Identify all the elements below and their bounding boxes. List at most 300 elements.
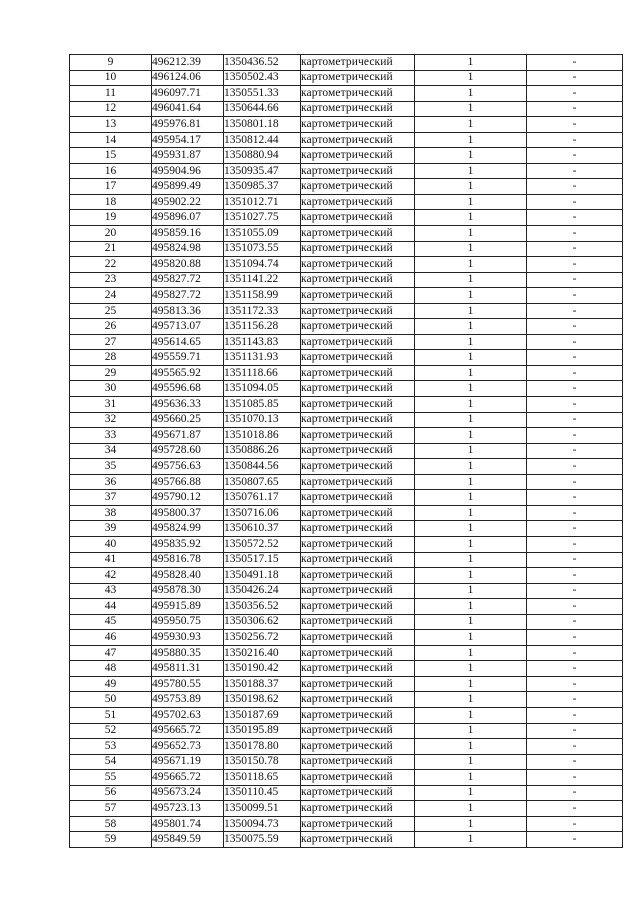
point-number-cell: 24 xyxy=(70,288,152,304)
point-number-cell: 14 xyxy=(70,132,152,148)
method-cell: картометрический xyxy=(301,443,415,459)
table-row xyxy=(70,568,623,584)
point-number-cell: 10 xyxy=(70,70,152,86)
note-cell: - xyxy=(527,397,623,413)
point-number-cell: 36 xyxy=(70,474,152,490)
table-row xyxy=(70,350,623,366)
y-coordinate-cell: 1350099.51 xyxy=(224,801,301,817)
y-coordinate-cell: 1351158.99 xyxy=(224,288,301,304)
y-coordinate-cell: 1351085.85 xyxy=(224,397,301,413)
point-number-cell: 39 xyxy=(70,521,152,537)
accuracy-cell: 1 xyxy=(415,443,527,459)
y-coordinate-cell: 1350110.45 xyxy=(224,785,301,801)
method-cell: картометрический xyxy=(301,179,415,195)
note-cell: - xyxy=(527,505,623,521)
table-row xyxy=(70,739,623,755)
y-coordinate-cell: 1350094.73 xyxy=(224,816,301,832)
method-cell: картометрический xyxy=(301,770,415,786)
y-coordinate-cell: 1350075.59 xyxy=(224,832,301,848)
point-number-cell: 28 xyxy=(70,350,152,366)
accuracy-cell: 1 xyxy=(415,552,527,568)
accuracy-cell: 1 xyxy=(415,210,527,226)
y-coordinate-cell: 1350426.24 xyxy=(224,583,301,599)
y-coordinate-cell: 1350178.80 xyxy=(224,739,301,755)
table-row xyxy=(70,101,623,117)
note-cell: - xyxy=(527,801,623,817)
table-row xyxy=(70,148,623,164)
method-cell: картометрический xyxy=(301,148,415,164)
table-row xyxy=(70,490,623,506)
table-row xyxy=(70,241,623,257)
table-row xyxy=(70,179,623,195)
accuracy-cell: 1 xyxy=(415,412,527,428)
accuracy-cell: 1 xyxy=(415,707,527,723)
method-cell: картометрический xyxy=(301,723,415,739)
x-coordinate-cell: 495878.30 xyxy=(152,583,224,599)
y-coordinate-cell: 1350491.18 xyxy=(224,568,301,584)
accuracy-cell: 1 xyxy=(415,303,527,319)
point-number-cell: 32 xyxy=(70,412,152,428)
table-row xyxy=(70,676,623,692)
table-row xyxy=(70,210,623,226)
accuracy-cell: 1 xyxy=(415,365,527,381)
y-coordinate-cell: 1350306.62 xyxy=(224,614,301,630)
method-cell: картометрический xyxy=(301,707,415,723)
accuracy-cell: 1 xyxy=(415,614,527,630)
x-coordinate-cell: 495835.92 xyxy=(152,536,224,552)
table-row xyxy=(70,226,623,242)
point-number-cell: 50 xyxy=(70,692,152,708)
x-coordinate-cell: 495827.72 xyxy=(152,272,224,288)
method-cell: картометрический xyxy=(301,381,415,397)
table-row xyxy=(70,257,623,273)
x-coordinate-cell: 495660.25 xyxy=(152,412,224,428)
note-cell: - xyxy=(527,536,623,552)
method-cell: картометрический xyxy=(301,257,415,273)
x-coordinate-cell: 495816.78 xyxy=(152,552,224,568)
table-row xyxy=(70,459,623,475)
note-cell: - xyxy=(527,599,623,615)
accuracy-cell: 1 xyxy=(415,723,527,739)
table-row xyxy=(70,521,623,537)
note-cell: - xyxy=(527,428,623,444)
method-cell: картометрический xyxy=(301,521,415,537)
x-coordinate-cell: 495976.81 xyxy=(152,117,224,133)
accuracy-cell: 1 xyxy=(415,257,527,273)
y-coordinate-cell: 1350572.52 xyxy=(224,536,301,552)
method-cell: картометрический xyxy=(301,676,415,692)
point-number-cell: 45 xyxy=(70,614,152,630)
point-number-cell: 25 xyxy=(70,303,152,319)
table-row xyxy=(70,397,623,413)
table-row xyxy=(70,583,623,599)
accuracy-cell: 1 xyxy=(415,70,527,86)
point-number-cell: 23 xyxy=(70,272,152,288)
method-cell: картометрический xyxy=(301,210,415,226)
y-coordinate-cell: 1350880.94 xyxy=(224,148,301,164)
y-coordinate-cell: 1350801.18 xyxy=(224,117,301,133)
point-number-cell: 49 xyxy=(70,676,152,692)
point-number-cell: 44 xyxy=(70,599,152,615)
method-cell: картометрический xyxy=(301,692,415,708)
method-cell: картометрический xyxy=(301,194,415,210)
accuracy-cell: 1 xyxy=(415,132,527,148)
y-coordinate-cell: 1350985.37 xyxy=(224,179,301,195)
point-number-cell: 30 xyxy=(70,381,152,397)
table-row xyxy=(70,334,623,350)
accuracy-cell: 1 xyxy=(415,521,527,537)
point-number-cell: 57 xyxy=(70,801,152,817)
note-cell: - xyxy=(527,101,623,117)
y-coordinate-cell: 1351018.86 xyxy=(224,428,301,444)
table-row xyxy=(70,70,623,86)
table-row xyxy=(70,614,623,630)
point-number-cell: 53 xyxy=(70,739,152,755)
accuracy-cell: 1 xyxy=(415,288,527,304)
table-row xyxy=(70,412,623,428)
table-row xyxy=(70,117,623,133)
x-coordinate-cell: 495880.35 xyxy=(152,645,224,661)
note-cell: - xyxy=(527,350,623,366)
note-cell: - xyxy=(527,55,623,71)
table-row xyxy=(70,832,623,848)
method-cell: картометрический xyxy=(301,428,415,444)
y-coordinate-cell: 1351118.66 xyxy=(224,365,301,381)
method-cell: картометрический xyxy=(301,505,415,521)
point-number-cell: 20 xyxy=(70,226,152,242)
note-cell: - xyxy=(527,443,623,459)
y-coordinate-cell: 1350436.52 xyxy=(224,55,301,71)
accuracy-cell: 1 xyxy=(415,194,527,210)
x-coordinate-cell: 495800.37 xyxy=(152,505,224,521)
point-number-cell: 35 xyxy=(70,459,152,475)
x-coordinate-cell: 495904.96 xyxy=(152,163,224,179)
x-coordinate-cell: 495828.40 xyxy=(152,568,224,584)
point-number-cell: 48 xyxy=(70,661,152,677)
point-number-cell: 40 xyxy=(70,536,152,552)
x-coordinate-cell: 495801.74 xyxy=(152,816,224,832)
y-coordinate-cell: 1350188.37 xyxy=(224,676,301,692)
note-cell: - xyxy=(527,676,623,692)
note-cell: - xyxy=(527,179,623,195)
x-coordinate-cell: 495596.68 xyxy=(152,381,224,397)
y-coordinate-cell: 1350935.47 xyxy=(224,163,301,179)
coordinates-table-body xyxy=(70,55,623,848)
accuracy-cell: 1 xyxy=(415,55,527,71)
method-cell: картометрический xyxy=(301,459,415,475)
x-coordinate-cell: 495824.99 xyxy=(152,521,224,537)
method-cell: картометрический xyxy=(301,474,415,490)
x-coordinate-cell: 495824.98 xyxy=(152,241,224,257)
method-cell: картометрический xyxy=(301,117,415,133)
accuracy-cell: 1 xyxy=(415,661,527,677)
method-cell: картометрический xyxy=(301,101,415,117)
note-cell: - xyxy=(527,117,623,133)
note-cell: - xyxy=(527,210,623,226)
method-cell: картометрический xyxy=(301,614,415,630)
note-cell: - xyxy=(527,132,623,148)
accuracy-cell: 1 xyxy=(415,397,527,413)
accuracy-cell: 1 xyxy=(415,676,527,692)
accuracy-cell: 1 xyxy=(415,179,527,195)
method-cell: картометрический xyxy=(301,552,415,568)
x-coordinate-cell: 496212.39 xyxy=(152,55,224,71)
method-cell: картометрический xyxy=(301,599,415,615)
method-cell: картометрический xyxy=(301,739,415,755)
x-coordinate-cell: 495671.87 xyxy=(152,428,224,444)
accuracy-cell: 1 xyxy=(415,459,527,475)
x-coordinate-cell: 495950.75 xyxy=(152,614,224,630)
table-row xyxy=(70,86,623,102)
x-coordinate-cell: 495896.07 xyxy=(152,210,224,226)
note-cell: - xyxy=(527,163,623,179)
note-cell: - xyxy=(527,754,623,770)
accuracy-cell: 1 xyxy=(415,754,527,770)
point-number-cell: 51 xyxy=(70,707,152,723)
method-cell: картометрический xyxy=(301,241,415,257)
accuracy-cell: 1 xyxy=(415,117,527,133)
note-cell: - xyxy=(527,816,623,832)
note-cell: - xyxy=(527,614,623,630)
note-cell: - xyxy=(527,194,623,210)
method-cell: картометрический xyxy=(301,86,415,102)
point-number-cell: 56 xyxy=(70,785,152,801)
note-cell: - xyxy=(527,645,623,661)
x-coordinate-cell: 495899.49 xyxy=(152,179,224,195)
accuracy-cell: 1 xyxy=(415,490,527,506)
accuracy-cell: 1 xyxy=(415,272,527,288)
y-coordinate-cell: 1350198.62 xyxy=(224,692,301,708)
x-coordinate-cell: 495902.22 xyxy=(152,194,224,210)
method-cell: картометрический xyxy=(301,163,415,179)
y-coordinate-cell: 1351131.93 xyxy=(224,350,301,366)
table-row xyxy=(70,536,623,552)
note-cell: - xyxy=(527,739,623,755)
note-cell: - xyxy=(527,474,623,490)
table-row xyxy=(70,132,623,148)
accuracy-cell: 1 xyxy=(415,350,527,366)
accuracy-cell: 1 xyxy=(415,241,527,257)
note-cell: - xyxy=(527,241,623,257)
table-row xyxy=(70,816,623,832)
note-cell: - xyxy=(527,568,623,584)
point-number-cell: 33 xyxy=(70,428,152,444)
accuracy-cell: 1 xyxy=(415,583,527,599)
point-number-cell: 54 xyxy=(70,754,152,770)
y-coordinate-cell: 1350150.78 xyxy=(224,754,301,770)
note-cell: - xyxy=(527,272,623,288)
point-number-cell: 59 xyxy=(70,832,152,848)
note-cell: - xyxy=(527,319,623,335)
table-row xyxy=(70,552,623,568)
accuracy-cell: 1 xyxy=(415,739,527,755)
point-number-cell: 52 xyxy=(70,723,152,739)
point-number-cell: 19 xyxy=(70,210,152,226)
table-row xyxy=(70,381,623,397)
table-row xyxy=(70,692,623,708)
x-coordinate-cell: 495673.24 xyxy=(152,785,224,801)
x-coordinate-cell: 495766.88 xyxy=(152,474,224,490)
x-coordinate-cell: 495827.72 xyxy=(152,288,224,304)
x-coordinate-cell: 495753.89 xyxy=(152,692,224,708)
x-coordinate-cell: 495811.31 xyxy=(152,661,224,677)
point-number-cell: 43 xyxy=(70,583,152,599)
table-row xyxy=(70,785,623,801)
note-cell: - xyxy=(527,303,623,319)
x-coordinate-cell: 495790.12 xyxy=(152,490,224,506)
x-coordinate-cell: 495713.07 xyxy=(152,319,224,335)
accuracy-cell: 1 xyxy=(415,770,527,786)
accuracy-cell: 1 xyxy=(415,832,527,848)
accuracy-cell: 1 xyxy=(415,599,527,615)
y-coordinate-cell: 1350844.56 xyxy=(224,459,301,475)
x-coordinate-cell: 495780.55 xyxy=(152,676,224,692)
table-row xyxy=(70,443,623,459)
note-cell: - xyxy=(527,257,623,273)
y-coordinate-cell: 1350187.69 xyxy=(224,707,301,723)
note-cell: - xyxy=(527,148,623,164)
point-number-cell: 27 xyxy=(70,334,152,350)
note-cell: - xyxy=(527,70,623,86)
method-cell: картометрический xyxy=(301,70,415,86)
accuracy-cell: 1 xyxy=(415,692,527,708)
y-coordinate-cell: 1350551.33 xyxy=(224,86,301,102)
method-cell: картометрический xyxy=(301,801,415,817)
y-coordinate-cell: 1351141.22 xyxy=(224,272,301,288)
x-coordinate-cell: 495930.93 xyxy=(152,630,224,646)
method-cell: картометрический xyxy=(301,226,415,242)
method-cell: картометрический xyxy=(301,536,415,552)
table-row xyxy=(70,55,623,71)
x-coordinate-cell: 496041.64 xyxy=(152,101,224,117)
method-cell: картометрический xyxy=(301,583,415,599)
x-coordinate-cell: 495723.13 xyxy=(152,801,224,817)
point-number-cell: 18 xyxy=(70,194,152,210)
note-cell: - xyxy=(527,630,623,646)
point-number-cell: 37 xyxy=(70,490,152,506)
y-coordinate-cell: 1350886.26 xyxy=(224,443,301,459)
note-cell: - xyxy=(527,334,623,350)
x-coordinate-cell: 495915.89 xyxy=(152,599,224,615)
x-coordinate-cell: 495565.92 xyxy=(152,365,224,381)
note-cell: - xyxy=(527,412,623,428)
point-number-cell: 29 xyxy=(70,365,152,381)
note-cell: - xyxy=(527,661,623,677)
y-coordinate-cell: 1350761.17 xyxy=(224,490,301,506)
point-number-cell: 41 xyxy=(70,552,152,568)
table-row xyxy=(70,707,623,723)
accuracy-cell: 1 xyxy=(415,568,527,584)
method-cell: картометрический xyxy=(301,132,415,148)
method-cell: картометрический xyxy=(301,490,415,506)
point-number-cell: 22 xyxy=(70,257,152,273)
table-row xyxy=(70,630,623,646)
y-coordinate-cell: 1351172.33 xyxy=(224,303,301,319)
y-coordinate-cell: 1350356.52 xyxy=(224,599,301,615)
point-number-cell: 58 xyxy=(70,816,152,832)
accuracy-cell: 1 xyxy=(415,334,527,350)
accuracy-cell: 1 xyxy=(415,428,527,444)
x-coordinate-cell: 495728.60 xyxy=(152,443,224,459)
note-cell: - xyxy=(527,723,623,739)
note-cell: - xyxy=(527,770,623,786)
y-coordinate-cell: 1350195.89 xyxy=(224,723,301,739)
point-number-cell: 38 xyxy=(70,505,152,521)
x-coordinate-cell: 496124.06 xyxy=(152,70,224,86)
point-number-cell: 9 xyxy=(70,55,152,71)
point-number-cell: 15 xyxy=(70,148,152,164)
method-cell: картометрический xyxy=(301,568,415,584)
x-coordinate-cell: 496097.71 xyxy=(152,86,224,102)
accuracy-cell: 1 xyxy=(415,816,527,832)
x-coordinate-cell: 495820.88 xyxy=(152,257,224,273)
note-cell: - xyxy=(527,381,623,397)
method-cell: картометрический xyxy=(301,272,415,288)
accuracy-cell: 1 xyxy=(415,226,527,242)
accuracy-cell: 1 xyxy=(415,319,527,335)
x-coordinate-cell: 495756.63 xyxy=(152,459,224,475)
note-cell: - xyxy=(527,365,623,381)
method-cell: картометрический xyxy=(301,754,415,770)
point-number-cell: 31 xyxy=(70,397,152,413)
accuracy-cell: 1 xyxy=(415,148,527,164)
accuracy-cell: 1 xyxy=(415,785,527,801)
x-coordinate-cell: 495849.59 xyxy=(152,832,224,848)
table-row xyxy=(70,770,623,786)
x-coordinate-cell: 495665.72 xyxy=(152,723,224,739)
table-row xyxy=(70,474,623,490)
point-number-cell: 11 xyxy=(70,86,152,102)
accuracy-cell: 1 xyxy=(415,86,527,102)
note-cell: - xyxy=(527,459,623,475)
table-row xyxy=(70,288,623,304)
y-coordinate-cell: 1350610.37 xyxy=(224,521,301,537)
point-number-cell: 12 xyxy=(70,101,152,117)
method-cell: картометрический xyxy=(301,55,415,71)
table-row xyxy=(70,194,623,210)
accuracy-cell: 1 xyxy=(415,801,527,817)
point-number-cell: 46 xyxy=(70,630,152,646)
table-row xyxy=(70,303,623,319)
method-cell: картометрический xyxy=(301,288,415,304)
x-coordinate-cell: 495931.87 xyxy=(152,148,224,164)
note-cell: - xyxy=(527,832,623,848)
table-row xyxy=(70,163,623,179)
method-cell: картометрический xyxy=(301,630,415,646)
point-number-cell: 21 xyxy=(70,241,152,257)
y-coordinate-cell: 1350517.15 xyxy=(224,552,301,568)
y-coordinate-cell: 1350812.44 xyxy=(224,132,301,148)
y-coordinate-cell: 1351094.05 xyxy=(224,381,301,397)
y-coordinate-cell: 1350190.42 xyxy=(224,661,301,677)
y-coordinate-cell: 1351055.09 xyxy=(224,226,301,242)
method-cell: картометрический xyxy=(301,785,415,801)
note-cell: - xyxy=(527,707,623,723)
method-cell: картометрический xyxy=(301,397,415,413)
accuracy-cell: 1 xyxy=(415,163,527,179)
method-cell: картометрический xyxy=(301,661,415,677)
y-coordinate-cell: 1351073.55 xyxy=(224,241,301,257)
accuracy-cell: 1 xyxy=(415,101,527,117)
y-coordinate-cell: 1351027.75 xyxy=(224,210,301,226)
table-row xyxy=(70,599,623,615)
note-cell: - xyxy=(527,521,623,537)
table-row xyxy=(70,645,623,661)
accuracy-cell: 1 xyxy=(415,505,527,521)
y-coordinate-cell: 1351012.71 xyxy=(224,194,301,210)
point-number-cell: 26 xyxy=(70,319,152,335)
table-row xyxy=(70,319,623,335)
